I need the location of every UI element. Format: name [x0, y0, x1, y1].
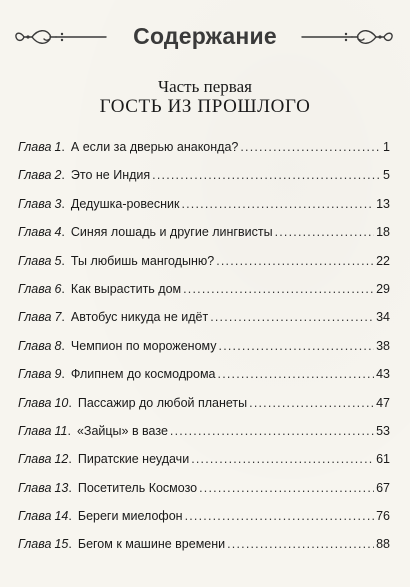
chapter-word: Глава	[18, 140, 52, 154]
chapter-number: 8	[54, 338, 62, 353]
chapter-title: Как вырастить дом	[70, 281, 182, 296]
chapter-page-number: 18	[376, 225, 390, 240]
chapter-title: Ты любишь мангодыню?	[70, 253, 215, 268]
toc-title: Содержание	[133, 23, 277, 49]
ornament-left-icon	[12, 26, 108, 48]
chapter-number-dot: .	[61, 196, 65, 211]
dot-leader	[240, 140, 381, 154]
part-title: ГОСТЬ ИЗ ПРОШЛОГО	[99, 96, 311, 117]
dot-leader	[219, 339, 375, 353]
dot-leader	[183, 282, 374, 296]
chapter-page-number: 47	[376, 395, 390, 410]
dot-leader	[170, 424, 374, 438]
chapter-row	[18, 509, 390, 537]
chapter-title: А если за дверью анаконда?	[70, 140, 239, 154]
chapter-page-number: 88	[376, 537, 390, 552]
chapter-word: Глава	[18, 423, 52, 438]
chapter-number: 4	[54, 225, 62, 240]
dot-leader	[210, 310, 374, 324]
dot-leader	[185, 509, 375, 523]
chapter-page-number: 38	[376, 338, 390, 353]
chapter-number-dot: .	[68, 537, 72, 552]
chapter-page-number: 43	[376, 367, 390, 382]
chapter-number-dot: .	[61, 367, 65, 382]
chapter-number: 1	[54, 140, 62, 154]
chapter-title: Автобус никуда не идёт	[70, 310, 209, 325]
chapter-title: Это не Индия	[70, 168, 151, 183]
chapter-row	[18, 481, 390, 509]
chapter-page-number: 53	[376, 423, 390, 438]
chapter-title: Чемпион по мороженому	[70, 338, 217, 353]
chapter-page-number: 22	[376, 253, 390, 268]
dot-leader	[227, 537, 374, 551]
chapter-number: 2	[54, 168, 62, 183]
chapter-page-number: 5	[383, 168, 390, 183]
chapter-number: 6	[54, 281, 62, 296]
part-label: Часть первая	[158, 77, 252, 96]
dot-leader	[249, 396, 374, 410]
chapter-number: 9	[54, 367, 62, 382]
chapter-page-number: 29	[376, 281, 390, 296]
chapter-number-dot: .	[67, 423, 71, 438]
chapter-word: Глава	[18, 196, 52, 211]
chapter-number-dot: .	[68, 480, 72, 495]
dot-leader	[218, 367, 375, 381]
chapter-word: Глава	[18, 452, 52, 467]
chapter-number-dot: .	[68, 509, 72, 524]
chapter-number: 3	[54, 196, 62, 211]
chapter-row	[18, 310, 390, 338]
chapter-row	[18, 396, 390, 424]
chapter-word: Глава	[18, 225, 52, 240]
chapter-row	[18, 254, 390, 282]
chapter-row	[18, 140, 390, 168]
chapter-row	[18, 424, 390, 452]
chapter-title: Бегом к машине времени	[77, 537, 226, 552]
chapter-number-dot: .	[68, 452, 72, 467]
chapter-number-dot: .	[61, 281, 65, 296]
chapter-word: Глава	[18, 480, 52, 495]
ornament-right-icon	[300, 26, 396, 48]
dot-leader	[181, 197, 374, 211]
chapter-page-number: 67	[376, 480, 390, 495]
chapter-word: Глава	[18, 281, 52, 296]
chapter-row	[18, 537, 390, 565]
chapter-title: «Зайцы» в вазе	[76, 423, 168, 438]
chapter-number-dot: .	[68, 395, 72, 410]
dot-leader	[199, 481, 374, 495]
chapter-row	[18, 367, 390, 395]
chapter-page-number: 13	[376, 196, 390, 211]
chapter-number: 7	[54, 310, 62, 325]
chapter-number-dot: .	[61, 168, 65, 183]
chapter-number: 11	[54, 423, 68, 438]
chapter-word: Глава	[18, 537, 52, 552]
toc-header	[0, 18, 410, 54]
dot-leader	[216, 254, 374, 268]
chapter-title: Пассажир до любой планеты	[77, 395, 248, 410]
chapter-row	[18, 452, 390, 480]
dot-leader	[275, 225, 375, 239]
dot-leader	[191, 452, 374, 466]
chapter-title: Пиратские неудачи	[77, 452, 190, 467]
chapter-page-number: 76	[376, 509, 390, 524]
chapter-title: Флипнем до космодрома	[70, 367, 216, 382]
chapter-title: Синяя лошадь и другие лингвисты	[70, 225, 273, 240]
chapter-number: 10	[54, 395, 69, 410]
chapter-page-number: 34	[376, 310, 390, 325]
chapter-word: Глава	[18, 168, 52, 183]
chapter-number: 15	[54, 537, 69, 552]
chapter-number: 12	[54, 452, 69, 467]
chapter-word: Глава	[18, 395, 52, 410]
chapter-number: 5	[54, 253, 62, 268]
chapter-number-dot: .	[61, 338, 65, 353]
chapter-word: Глава	[18, 310, 52, 325]
chapter-word: Глава	[18, 338, 52, 353]
chapter-word: Глава	[18, 367, 52, 382]
chapter-title: Посетитель Космозо	[77, 480, 198, 495]
chapter-number: 14	[54, 509, 69, 524]
chapter-number-dot: .	[61, 310, 65, 325]
chapter-number: 13	[54, 480, 69, 495]
chapter-list	[18, 140, 390, 566]
chapter-word: Глава	[18, 253, 52, 268]
chapter-title: Дедушка-ровесник	[70, 196, 180, 211]
chapter-number-dot: .	[61, 253, 65, 268]
chapter-row	[18, 339, 390, 367]
chapter-page-number: 61	[376, 452, 390, 467]
chapter-number-dot: .	[61, 225, 65, 240]
chapter-row	[18, 282, 390, 310]
chapter-row	[18, 168, 390, 196]
chapter-page-number: 1	[383, 140, 390, 154]
chapter-row	[18, 225, 390, 253]
chapter-row	[18, 197, 390, 225]
dot-leader	[152, 168, 381, 182]
chapter-word: Глава	[18, 509, 52, 524]
chapter-title: Береги миелофон	[77, 509, 183, 524]
chapter-number-dot: .	[61, 140, 65, 154]
